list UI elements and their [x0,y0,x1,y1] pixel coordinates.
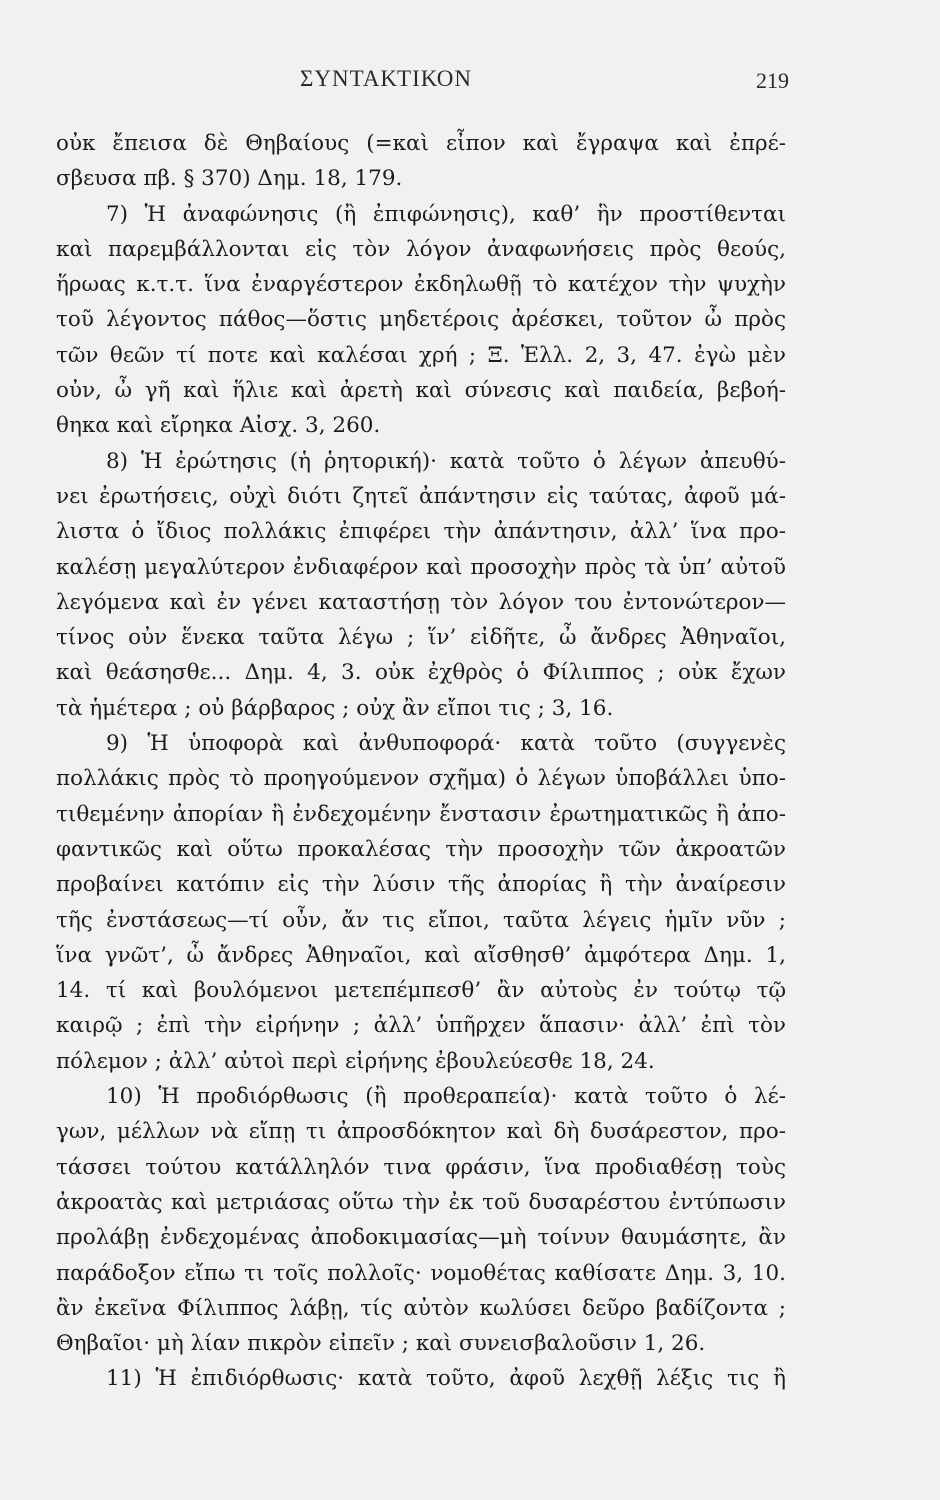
page-number: 219 [756,68,789,93]
section-heading-line: 8) Ἡ ἐρώτησις (ἡ ῥητορική)· κατὰ τοῦτο ὁ λέγων ἀπευθύ- [106,448,786,474]
text-line: καλέσῃ μεγαλύτερον ἐνδιαφέρον καὶ προσοχὴν πρὸς τὰ ὑπ’ αὐτοῦ [56,554,786,580]
text-line: Θηβαῖοι· μὴ λίαν πικρὸν εἰπεῖν ; καὶ συνεισβαλοῦσιν 1, 26. [56,1331,706,1357]
text-line: ἂν ἐκεῖνα Φίλιππος λάβῃ, τίς αὐτὸν κωλύσει δεῦρο βαδίζοντα ; [56,1295,786,1321]
section-heading-line: 11) Ἡ ἐπιδιόρθωσις· κατὰ τοῦτο, ἀφοῦ λεχθῇ λέξις τις ἢ [106,1366,786,1392]
text-line: τάσσει τούτου κατάλληλόν τινα φράσιν, ἵνα προδιαθέσῃ τοὺς [56,1154,786,1180]
text-line: οὐκ ἔπεισα δὲ Θηβαίους (=καὶ εἶπον καὶ ἔγραψα καὶ ἐπρέ- [56,131,786,156]
running-head [0,66,940,106]
text-line: τοῦ λέγοντος πάθος—ὅστις μηδετέροις ἀρέσκει, τοῦτον ὦ πρὸς [56,307,786,333]
text-line: πόλεμον ; ἀλλ’ αὐτοὶ περὶ εἰρήνης ἐβουλεύεσθε 18, 24. [56,1048,655,1074]
text-line: καὶ θεάσησθε... Δημ. 4, 3. οὐκ ἐχθρὸς ὁ Φίλιππος ; οὐκ ἔχων [56,660,786,686]
text-line: σβευσα πβ. § 370) Δημ. 18, 179. [56,166,403,192]
text-line: τιθεμένην ἀπορίαν ἢ ἐνδεχομένην ἔνστασιν ἐρωτηματικῶς ἢ ἀπο- [56,801,786,827]
text-line: 14. τί καὶ βουλόμενοι μετεπέμπεσθ’ ἂν αὐτοὺς ἐν τούτῳ τῷ [56,978,786,1004]
text-line: τῆς ἐνστάσεως—τί οὖν, ἄν τις εἴποι, ταῦτα λέγεις ἡμῖν νῦν ; [56,907,786,933]
text-line: φαντικῶς καὶ οὕτω προκαλέσας τὴν προσοχὴν τῶν ἀκροατῶν [56,836,786,862]
text-line: ἀκροατὰς καὶ μετριάσας οὕτω τὴν ἐκ τοῦ δυσαρέστου ἐντύπωσιν [56,1189,786,1215]
section-heading-line: 9) Ἡ ὑποφορὰ καὶ ἀνθυποφορά· κατὰ τοῦτο (συγγενὲς [106,731,786,757]
section-heading-line: 10) Ἡ προδιόρθωσις (ἢ προθεραπεία)· κατὰ τοῦτο ὁ λέ- [106,1084,786,1110]
text-line: προβαίνει κατόπιν εἰς τὴν λύσιν τῆς ἀπορίας ἢ τὴν ἀναίρεσιν [56,872,786,898]
text-line: γων, μέλλων νὰ εἴπῃ τι ἀπροσδόκητον καὶ δὴ δυσάρεστον, προ- [56,1119,786,1145]
running-title: ΣΥΝΤΑΚΤΙΚΟΝ [300,66,472,91]
body-text [56,126,786,1397]
text-line: ἥρωας κ.τ.τ. ἵνα ἐναργέστερον ἐκδηλωθῇ τὸ κατέχον τὴν ψυχὴν [56,272,786,298]
text-line: νει ἐρωτήσεις, οὐχὶ διότι ζητεῖ ἀπάντησιν εἰς ταύτας, ἀφοῦ μά- [56,483,786,509]
text-line: προλάβῃ ἐνδεχομένας ἀποδοκιμασίας—μὴ τοίνυν θαυμάσητε, ἂν [56,1225,786,1251]
section-heading-line: 7) Ἡ ἀναφώνησις (ἢ ἐπιφώνησις), καθ’ ἣν προστίθενται [106,201,786,227]
text-line: τῶν θεῶν τί ποτε καὶ καλέσαι χρή ; Ξ. Ἑλλ. 2, 3, 47. ἐγὼ μὲν [56,342,786,368]
text-line: λεγόμενα καὶ ἐν γένει καταστήσῃ τὸν λόγον του ἐντονώτερον— [56,589,786,615]
text-line: καιρῷ ; ἐπὶ τὴν εἰρήνην ; ἀλλ’ ὑπῆρχεν ἅπασιν· ἀλλ’ ἐπὶ τὸν [56,1013,786,1039]
text-line: ἵνα γνῶτ’, ὦ ἄνδρες Ἀθηναῖοι, καὶ αἴσθησθ’ ἀμφότερα Δημ. 1, [56,942,786,968]
text-line: λιστα ὁ ἴδιος πολλάκις ἐπιφέρει τὴν ἀπάντησιν, ἀλλ’ ἵνα προ- [56,519,786,545]
text-line: τίνος οὐν ἕνεκα ταῦτα λέγω ; ἵν’ εἰδῆτε, ὦ ἄνδρες Ἀθηναῖοι, [56,625,786,651]
text-line: θηκα καὶ εἴρηκα Αἰσχ. 3, 260. [56,413,381,439]
text-line: πολλάκις πρὸς τὸ προηγούμενον σχῆμα) ὁ λέγων ὑποβάλλει ὑπο- [56,766,786,792]
text-line: οὐν, ὦ γῆ καὶ ἥλιε καὶ ἀρετὴ καὶ σύνεσις καὶ παιδεία, βεβοή- [56,378,786,404]
text-line: παράδοξον εἴπω τι τοῖς πολλοῖς· νομοθέτας καθίσατε Δημ. 3, 10. [56,1260,786,1286]
text-line: τὰ ἡμέτερα ; οὐ βάρβαρος ; οὐχ ἂν εἴποι τις ; 3, 16. [56,695,614,721]
text-line: καὶ παρεμβάλλονται εἰς τὸν λόγον ἀναφωνήσεις πρὸς θεούς, [56,236,786,262]
